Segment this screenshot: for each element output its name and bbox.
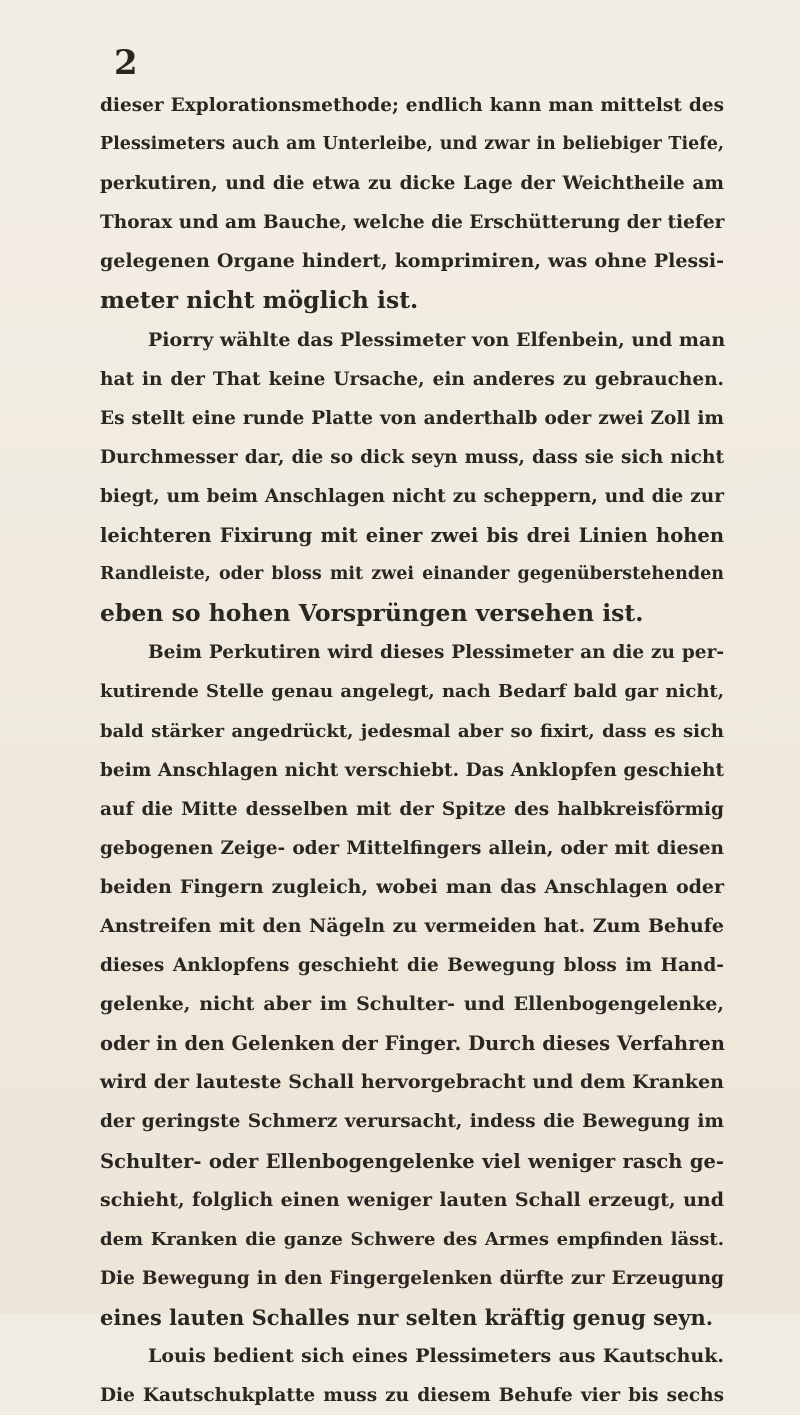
text-line: wird der lauteste Schall hervorgebracht und dem Kranken [100, 1071, 724, 1094]
text-line: eben so hohen Vorsprüngen versehen ist. [100, 599, 644, 628]
text-line: oder in den Gelenken der Finger. Durch dieses Verfahren [100, 1032, 725, 1056]
text-line: hat in der That keine Ursache, ein anderes zu gebrauchen. [100, 368, 724, 390]
text-line: Randleiste, oder bloss mit zwei einander gegenüberstehenden [100, 564, 724, 585]
text-line: kutirende Stelle genau angelegt, nach Bedarf bald gar nicht, [100, 681, 724, 703]
text-line: Schulter- oder Ellenbogengelenke viel weniger rasch ge- [100, 1149, 724, 1173]
text-line: bald stärker angedrückt, jedesmal aber so fixirt, dass es sich [100, 720, 724, 742]
text-line: gelenke, nicht aber im Schulter- und Ellenbogengelenke, [100, 993, 724, 1016]
text-line: Piorry wählte das Plessimeter von Elfenbein, und man [148, 328, 726, 351]
text-line: biegt, um beim Anschlagen nicht zu scheppern, und die zur [100, 485, 724, 507]
text-line: Es stellt eine runde Platte von anderthalb oder zwei Zoll im [100, 407, 724, 429]
text-line: Durchmesser dar, die so dick seyn muss, dass sie sich nicht [100, 446, 724, 468]
text-line: beiden Fingern zugleich, wobei man das Anschlagen oder [100, 875, 724, 898]
text-line: Die Bewegung in den Fingergelenken dürfte zur Erzeugung [100, 1267, 724, 1289]
text-line: eines lauten Schalles nur selten kräftig genug seyn. [100, 1304, 714, 1330]
text-line: Plessimeters auch am Unterleibe, und zwar in beliebiger Tiefe, [100, 134, 724, 155]
text-line: leichteren Fixirung mit einer zwei bis drei Linien hohen [100, 524, 724, 548]
text-line: dieses Anklopfens geschieht die Bewegung bloss im Hand- [100, 955, 724, 977]
text-line: meter nicht möglich ist. [100, 286, 419, 315]
text-line: auf die Mitte desselben mit der Spitze des halbkreisförmig [100, 798, 724, 820]
text-line: Anstreifen mit den Nägeln zu vermeiden hat. Zum Behufe [100, 914, 724, 937]
text-line: Die Kautschukplatte muss zu diesem Behufe vier bis sechs [100, 1385, 724, 1407]
text-line: beim Anschlagen nicht verschiebt. Das Anklopfen geschieht [100, 759, 724, 781]
text-line: Louis bedient sich eines Plessimeters aus Kautschuk. [148, 1345, 724, 1367]
text-line: gebogenen Zeige- oder Mittelfingers allein, oder mit diesen [100, 837, 724, 859]
text-line: dem Kranken die ganze Schwere des Armes empfinden lässt. [100, 1228, 724, 1250]
text-line: perkutiren, und die etwa zu dicke Lage der Weichtheile am [100, 173, 724, 195]
text-line: Beim Perkutiren wird dieses Plessimeter an die zu per- [148, 642, 724, 664]
text-line: gelegenen Organe hindert, komprimiren, was ohne Plessi- [100, 250, 724, 273]
text-line: der geringste Schmerz verursacht, indess die Bewegung im [100, 1111, 724, 1133]
page-number: 2 [114, 43, 138, 83]
body-text [100, 86, 724, 1415]
text-line: schieht, folglich einen weniger lauten Schall erzeugt, und [100, 1188, 724, 1211]
text-line: Thorax und am Bauche, welche die Erschütterung der tiefer [100, 212, 725, 234]
text-line: dieser Explorationsmethode; endlich kann man mittelst des [100, 95, 724, 116]
